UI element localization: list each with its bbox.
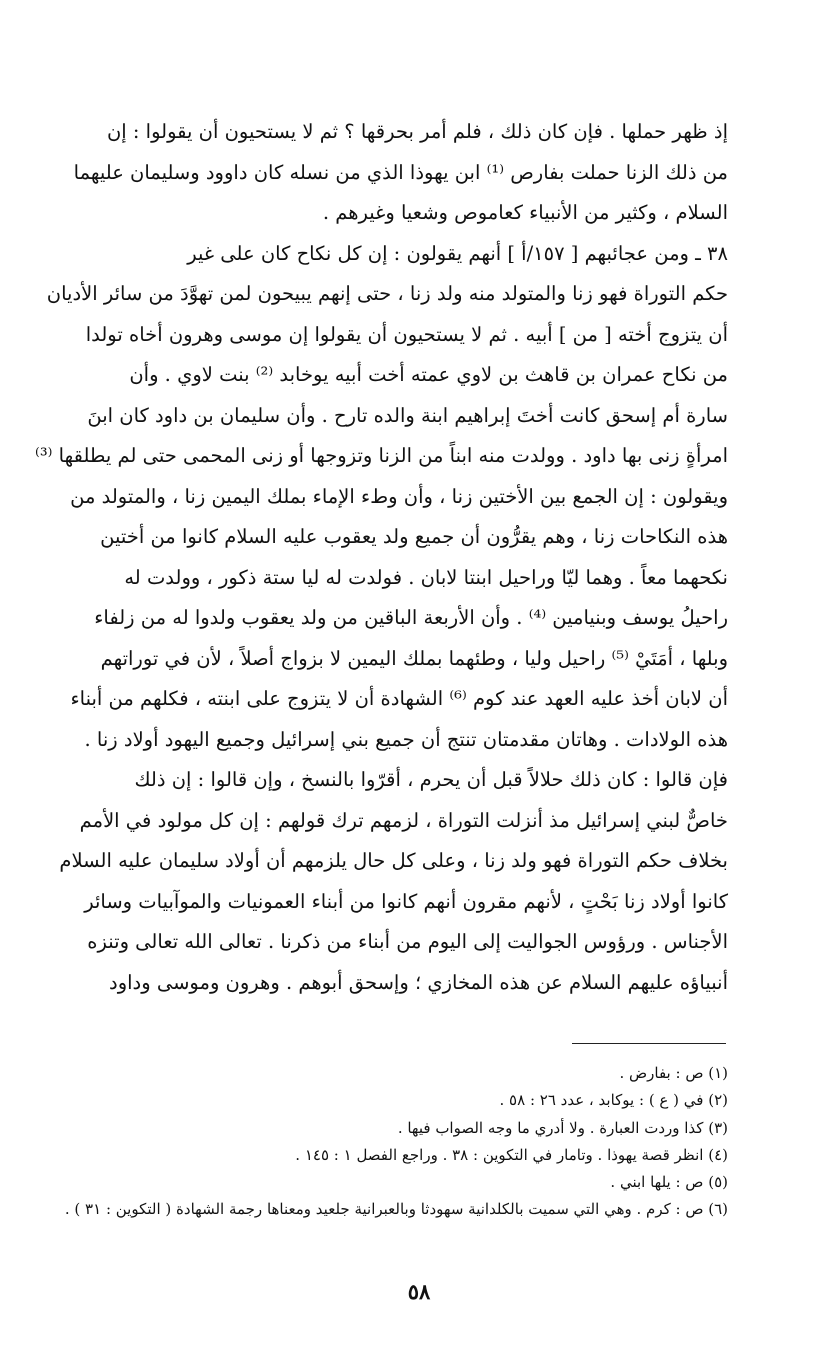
footnote: (٢) في ( ع ) : يوكابد ، عدد ٢٦ : ٥٨ .	[499, 1091, 728, 1110]
text-line: ويقولون : إن الجمع بين الأختين زنا ، وأن وطء الإماء بملك اليمين زنا ، والمتولد من	[70, 484, 728, 508]
text-line: أن لابان أخذ عليه العهد عند كوم ⁽⁶⁾ الشهادة أن لا يتزوج على ابنته ، فكلهم من أبناء	[70, 687, 728, 710]
text-line: الأجناس . ورؤوس الجواليت إلى اليوم من أبناء من ذكرنا . تعالى الله تعالى وتنزه	[87, 930, 728, 953]
text-line: خاصٌّ لبني إسرائيل مذ أنزلت التوراة ، لزمهم ترك قولهم : إن كل مولود في الأمم	[79, 808, 728, 832]
text-line: امرأةٍ زنى بها داود . وولدت منه ابناً من الزنا وتزوجها أو زنى المحمى حتى لم يطلقها ⁽³⁾	[35, 444, 728, 467]
text-line: هذه النكاحات زنا ، وهم يقرُّون أن جميع ولد يعقوب عليه السلام كانوا من أختين	[100, 525, 728, 548]
footnote: (٣) كذا وردت العبارة . ولا أدري ما وجه الصواب فيها .	[397, 1118, 728, 1137]
footnote: (٥) ص : يلها ابني .	[610, 1173, 728, 1192]
text-line: فإن قالوا : كان ذلك حلالاً قبل أن يحرم ، أقرّوا بالنسخ ، وإن قالوا : إن ذلك	[134, 768, 728, 791]
footnote: (٤) انظر قصة يهوذا . وتامار في التكوين : ٣٨ . وراجع الفصل ١ : ١٤٥ .	[295, 1145, 728, 1164]
text-line: بخلاف حكم التوراة فهو ولد زنا ، وعلى كل حال يلزمهم أن أولاد سليمان عليه السلام	[59, 849, 728, 872]
text-line: نكحهما معاً . وهما ليّا وراحيل ابنتا لابان . فولدت له ليا ستة ذكور ، وولدت له	[124, 565, 728, 589]
main-text-block	[35, 112, 728, 1003]
text-line: حكم التوراة فهو زنا والمتولد منه ولد زنا ، حتى إنهم يبيحون لمن تهوَّدَ من سائر الأديان	[46, 282, 728, 305]
text-line: وبلها ، أمَتَيْ ⁽⁵⁾ راحيل وليا ، وطئهما بملك اليمين لا بزواج أصلاً ، لأن في توراتهم	[100, 646, 728, 670]
footnote: (١) ص : بفارض .	[619, 1064, 728, 1082]
text-line: السلام ، وكثير من الأنبياء كعاموص وشعيا وغيرهم .	[322, 201, 728, 224]
page-number: ٥٨	[407, 1279, 431, 1304]
footnotes-block	[40, 1060, 728, 1224]
text-line: ٣٨ ـ ومن عجائبهم [ ١٥٧/أ ] أنهم يقولون : إن كل نكاح كان على غير	[187, 241, 728, 265]
text-line: سارة أم إسحق كانت أختَ إبراهيم ابنة والده تارح . وأن سليمان بن داود كان ابنَ	[87, 403, 728, 427]
footnote-separator	[572, 1043, 726, 1044]
text-line: إذ ظهر حملها . فإن كان ذلك ، فلم أمر بحرقها ؟ ثم لا يستحيون أن يقولوا : إن	[106, 120, 728, 143]
text-line: راحيلُ يوسف وبنيامين ⁽⁴⁾ . وأن الأربعة الباقين من ولد يعقوب ولدوا له من زلفاء	[94, 606, 728, 629]
text-line: من ذلك الزنا حملت بفارص ⁽¹⁾ ابن يهوذا الذي من نسله كان داوود وسليمان عليهما	[73, 160, 728, 184]
text-line: كانوا أولاد زنا بَحْتٍ ، لأنهم مقرون أنهم كانوا من أبناء العمونيات والموآبيات وسائر	[84, 889, 728, 913]
text-line: أنبياؤه عليهم السلام عن هذه المخازي ؛ وإسحق أبوهم . وهرون وموسى وداود	[109, 970, 728, 994]
footnote: (٦) ص : كرم . وهي التي سميت بالكلدانية سهودثا وبالعبرانية جلعيد ومعناها رجمة الشهادة ( التكوين : ٣١ ) .	[64, 1200, 728, 1219]
text-line: هذه الولادات . وهاتان مقدمتان تنتج أن جميع بني إسرائيل وجميع اليهود أولاد زنا .	[84, 727, 728, 751]
text-line: من نكاح عمران بن قاهث بن لاوي عمته أخت أبيه يوخابد ⁽²⁾ بنت لاوي . وأن	[129, 363, 728, 386]
text-line: أن يتزوج أخته [ من ] أبيه . ثم لا يستحيون أن يقولوا إن موسى وهرون أخاه تولدا	[85, 322, 728, 346]
